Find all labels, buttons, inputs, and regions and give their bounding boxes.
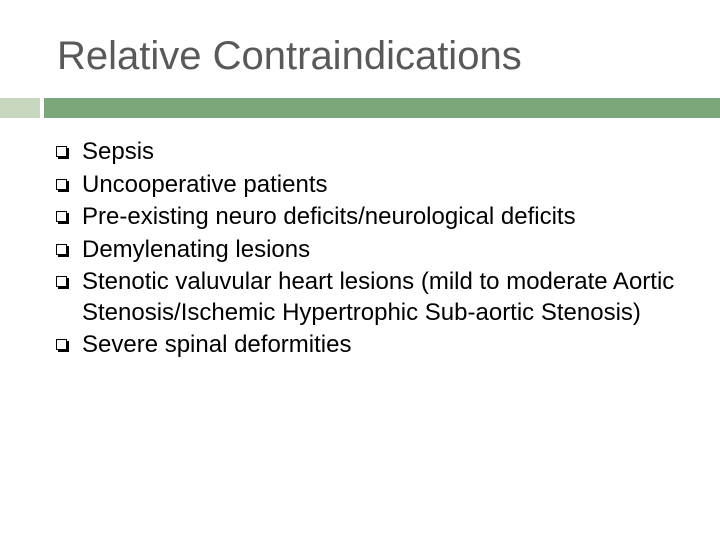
title-underline-accent-left [0,98,40,118]
title-underline-accent-bar [44,98,720,118]
hollow-square-bullet-icon [56,339,67,350]
bullet-list [56,137,696,363]
bullet-item [56,267,696,328]
hollow-square-bullet-icon [56,244,67,255]
bullet-text: Demylenating lesions [82,235,311,263]
hollow-square-bullet-icon [56,276,67,287]
bullet-item [56,137,696,168]
slide-title: Relative Contraindications [57,34,522,78]
bullet-text: Severe spinal deformities [82,331,352,358]
bullet-item [56,170,696,201]
bullet-text: Stenotic valuvular heart lesions (mild to moderate Aortic Stenosis/Ischemic Hypertrophic Sub-aortic Stenosis) [82,268,675,326]
hollow-square-bullet-icon [56,211,67,222]
bullet-text: Sepsis [82,138,155,165]
hollow-square-bullet-icon [56,146,67,157]
bullet-item [56,330,696,361]
hollow-square-bullet-icon [56,179,67,190]
bullet-text: Uncooperative patients [82,170,328,198]
bullet-text: Pre-existing neuro deficits/neurological deficits [82,203,576,230]
bullet-item [56,235,696,266]
bullet-item [56,202,696,233]
